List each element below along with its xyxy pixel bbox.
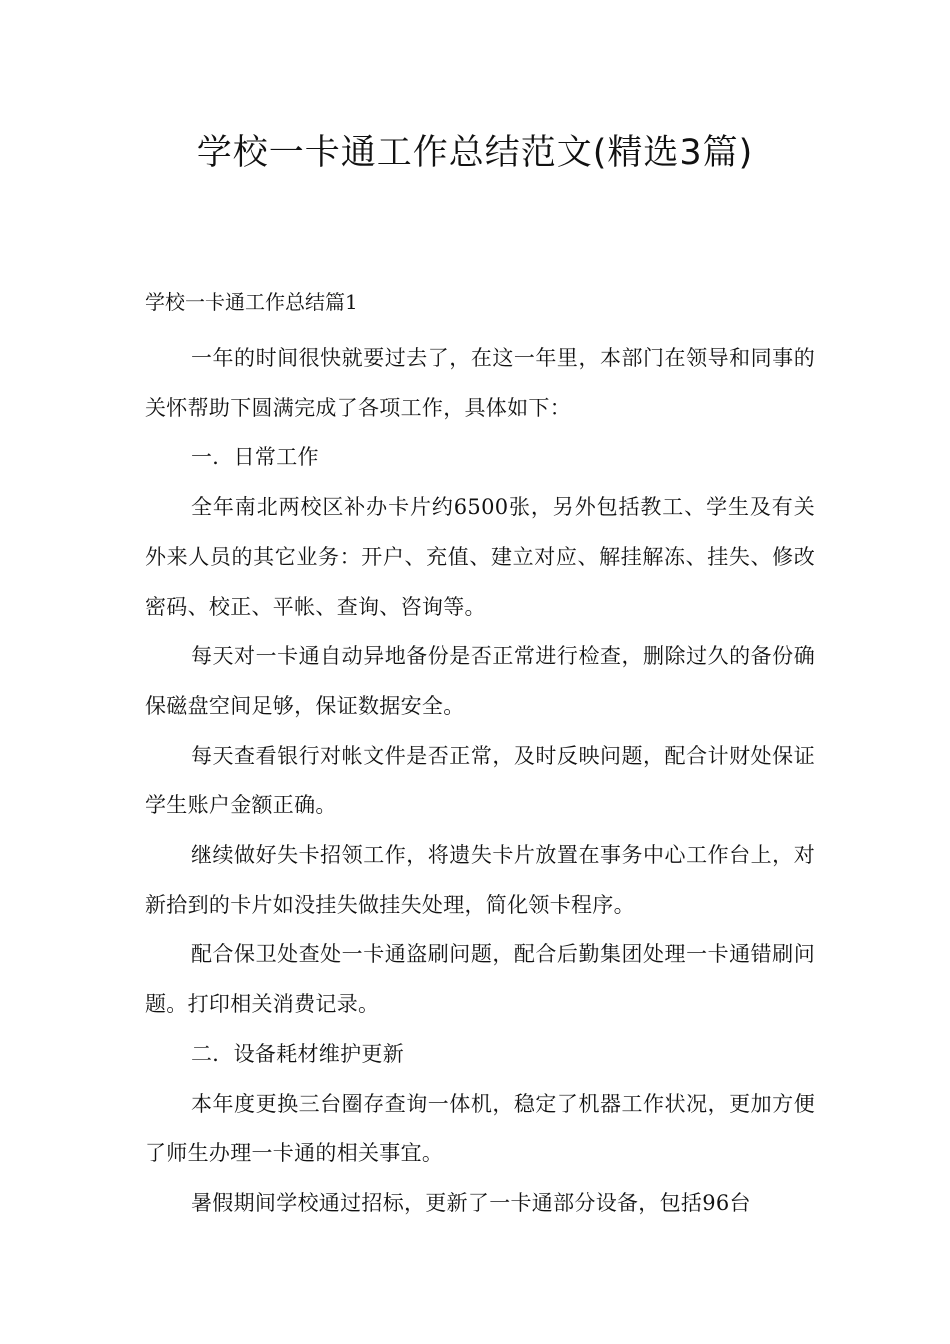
section-heading-equipment: 二．设备耗材维护更新 bbox=[191, 1041, 404, 1066]
paragraph-lost-cards: 继续做好失卡招领工作，将遗失卡片放置在事务中心工作台上，对新拾到的卡片如没挂失做挂失处理，简化领卡程序。 bbox=[145, 843, 815, 917]
paragraph-kiosk-replacement: 本年度更换三台圈存查询一体机，稳定了机器工作状况，更加方便了师生办理一卡通的相关事宜。 bbox=[145, 1091, 815, 1166]
paragraph-backup-check: 每天对一卡通自动异地备份是否正常进行检查，删除过久的备份确保磁盘空间足够，保证数据安全。 bbox=[145, 644, 815, 718]
paragraph-summer-upgrade: 暑假期间学校通过招标，更新了一卡通部分设备，包括96台 bbox=[191, 1190, 751, 1215]
paragraph-intro: 一年的时间很快就要过去了，在这一年里，本部门在领导和同事的关怀帮助下圆满完成了各项工作，具体如下： bbox=[145, 346, 815, 420]
section-heading-daily-work: 一．日常工作 bbox=[191, 445, 319, 470]
document-body bbox=[145, 334, 815, 1229]
paragraph-bank-reconciliation: 每天查看银行对帐文件是否正常，及时反映问题，配合计财处保证学生账户金额正确。 bbox=[145, 743, 815, 818]
article-heading: 学校一卡通工作总结篇1 bbox=[145, 290, 358, 314]
paragraph-fraud-handling: 配合保卫处查处一卡通盗刷问题，配合后勤集团处理一卡通错刷问题。打印相关消费记录。 bbox=[145, 942, 815, 1017]
paragraph-card-reissue: 全年南北两校区补办卡片约6500张，另外包括教工、学生及有关外来人员的其它业务：开户、充值、建立对应、解挂解冻、挂失、修改密码、校正、平帐、查询、咨询等。 bbox=[145, 495, 815, 619]
document-title: 学校一卡通工作总结范文(精选3篇) bbox=[196, 133, 754, 173]
